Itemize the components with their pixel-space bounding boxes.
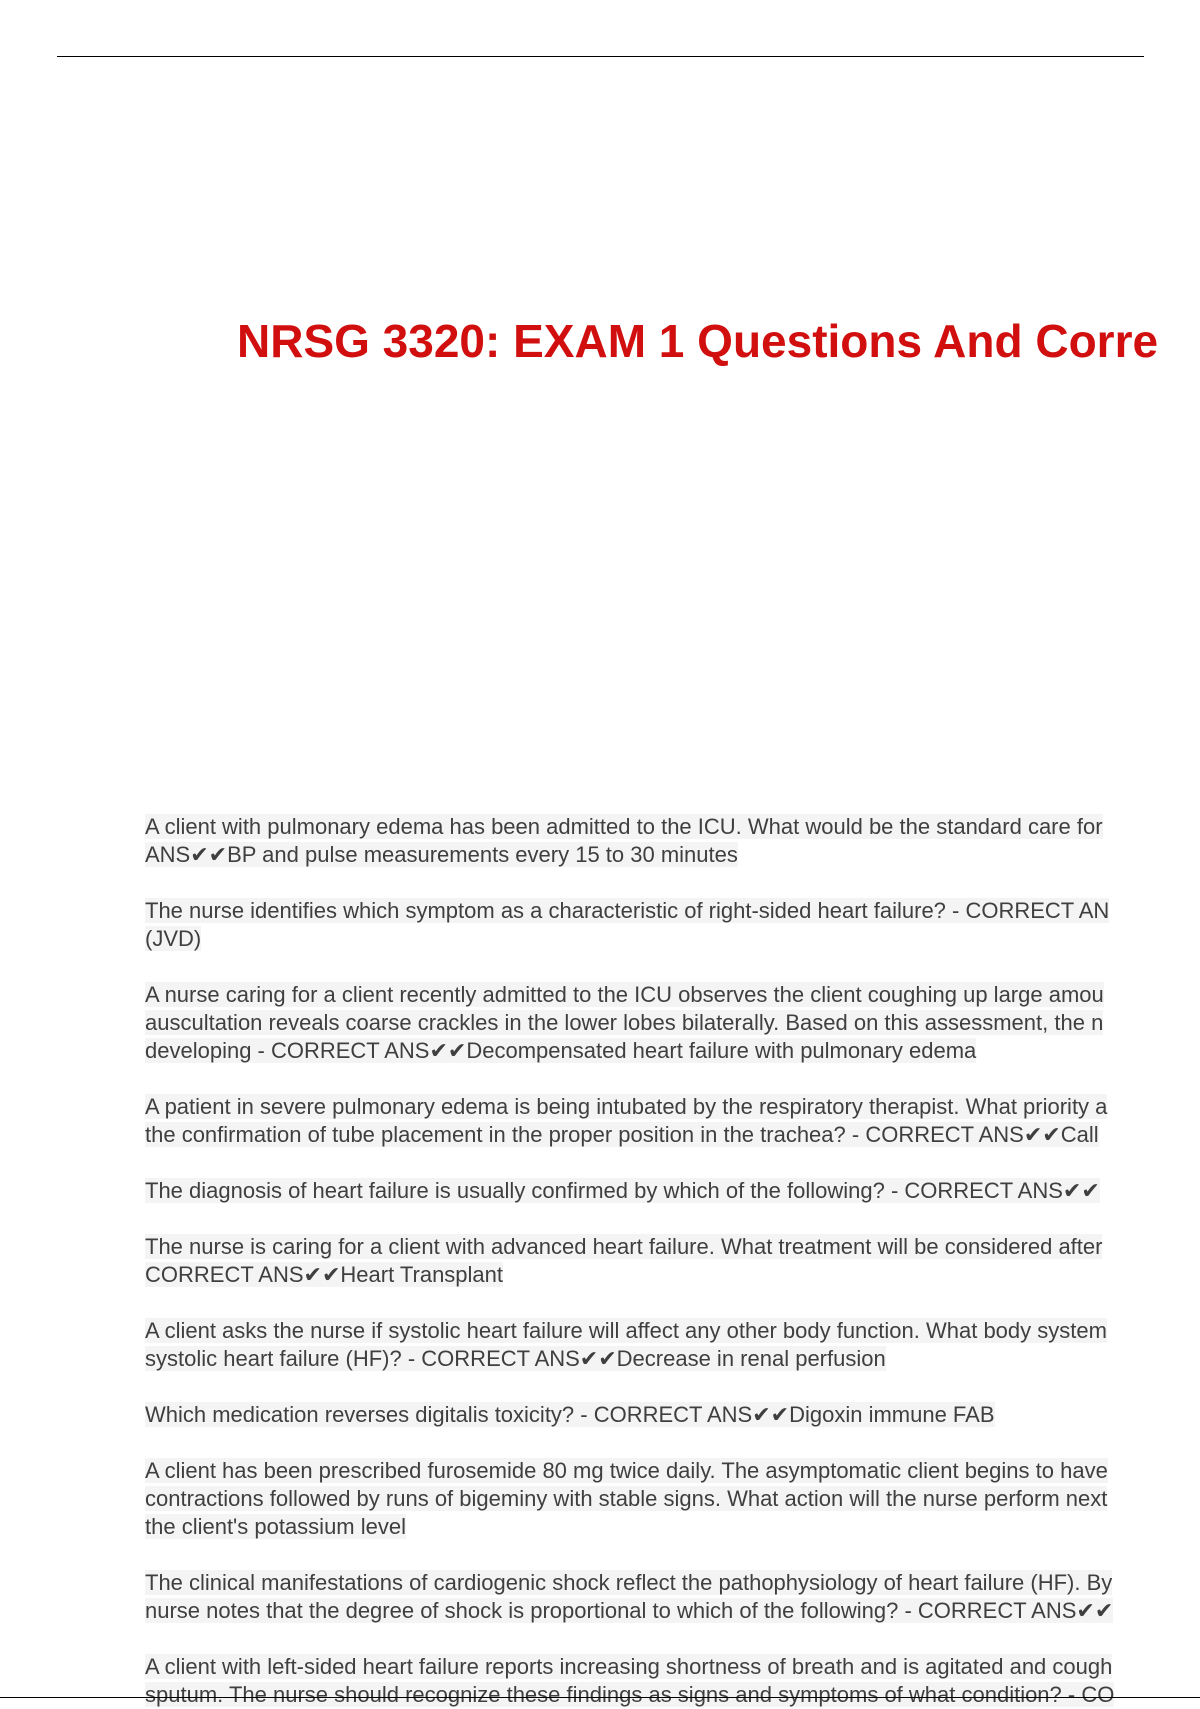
question-text-line [145,1233,1200,1261]
item-spacer [145,1429,1200,1457]
question-text: A client has been prescribed furosemide 80 mg twice daily. The asymptomatic client begins to have [145,1458,1108,1483]
question-text-line [145,1093,1200,1121]
question-item [145,981,1200,1065]
question-item [145,1317,1200,1373]
question-text-line [145,925,1200,953]
question-text: contractions followed by runs of bigeminy with stable signs. What action will the nurse perform next [145,1486,1108,1511]
question-text: A nurse caring for a client recently admitted to the ICU observes the client coughing up large amou [145,982,1104,1007]
question-text-line [145,1653,1200,1681]
question-text: The nurse is caring for a client with advanced heart failure. What treatment will be considered after [145,1234,1103,1259]
question-text: the confirmation of tube placement in the proper position in the trachea? - CORRECT ANS✔✔Call [145,1122,1099,1147]
item-spacer [145,1149,1200,1177]
question-item [145,1457,1200,1541]
item-spacer [145,1065,1200,1093]
question-item [145,897,1200,953]
question-text: Which medication reverses digitalis toxicity? - CORRECT ANS✔✔Digoxin immune FAB [145,1402,995,1427]
document-title: NRSG 3320: EXAM 1 Questions And Corre [237,315,1159,367]
item-spacer [145,953,1200,981]
question-text: sputum. The nurse should recognize these findings as signs and symptoms of what condition? - CO [145,1682,1115,1707]
question-text-line [145,1317,1200,1345]
question-text-line [145,1681,1200,1709]
item-spacer [145,1541,1200,1569]
header-rule [57,56,1144,57]
question-item [145,1401,1200,1429]
item-spacer [145,1373,1200,1401]
question-text: The diagnosis of heart failure is usually confirmed by which of the following? - CORRECT ANS✔✔ [145,1178,1100,1203]
question-text: A client with pulmonary edema has been admitted to the ICU. What would be the standard care for [145,814,1103,839]
question-text: CORRECT ANS✔✔Heart Transplant [145,1262,504,1287]
question-text-line [145,813,1200,841]
question-text-line [145,1177,1200,1205]
question-text-line [145,981,1200,1009]
question-text: A patient in severe pulmonary edema is being intubated by the respiratory therapist. What priority a [145,1094,1108,1119]
question-list [145,813,1200,1709]
question-text: A client with left-sided heart failure reports increasing shortness of breath and is agitated and cough [145,1654,1113,1679]
question-item [145,1569,1200,1625]
question-text: ANS✔✔BP and pulse measurements every 15 to 30 minutes [145,842,738,867]
question-text: The nurse identifies which symptom as a characteristic of right-sided heart failure? - CORRECT AN [145,898,1110,923]
question-item [145,1093,1200,1149]
question-text-line [145,1597,1200,1625]
question-text-line [145,1457,1200,1485]
item-spacer [145,1289,1200,1317]
question-text: nurse notes that the degree of shock is proportional to which of the following? - CORRECT ANS✔✔ [145,1598,1114,1623]
question-item [145,1177,1200,1205]
question-item [145,1233,1200,1289]
question-text: A client asks the nurse if systolic heart failure will affect any other body function. What body system [145,1318,1107,1343]
question-text-line [145,1261,1200,1289]
question-text-line [145,1037,1200,1065]
question-text: The clinical manifestations of cardiogenic shock reflect the pathophysiology of heart failure (HF). By [145,1570,1113,1595]
question-text-line [145,1121,1200,1149]
question-item [145,813,1200,869]
question-text: auscultation reveals coarse crackles in the lower lobes bilaterally. Based on this assessment, the n [145,1010,1104,1035]
question-text: the client's potassium level [145,1514,406,1539]
question-text-line [145,1513,1200,1541]
question-text: (JVD) [145,926,202,951]
question-text-line [145,1569,1200,1597]
question-text-line [145,1401,1200,1429]
question-text: developing - CORRECT ANS✔✔Decompensated heart failure with pulmonary edema [145,1038,977,1063]
question-text: systolic heart failure (HF)? - CORRECT ANS✔✔Decrease in renal perfusion [145,1346,886,1371]
question-item [145,1653,1200,1709]
question-text-line [145,897,1200,925]
question-text-line [145,1009,1200,1037]
item-spacer [145,869,1200,897]
item-spacer [145,1205,1200,1233]
question-text-line [145,1485,1200,1513]
footer-rule [0,1697,1200,1698]
item-spacer [145,1625,1200,1653]
question-text-line [145,841,1200,869]
question-text-line [145,1345,1200,1373]
